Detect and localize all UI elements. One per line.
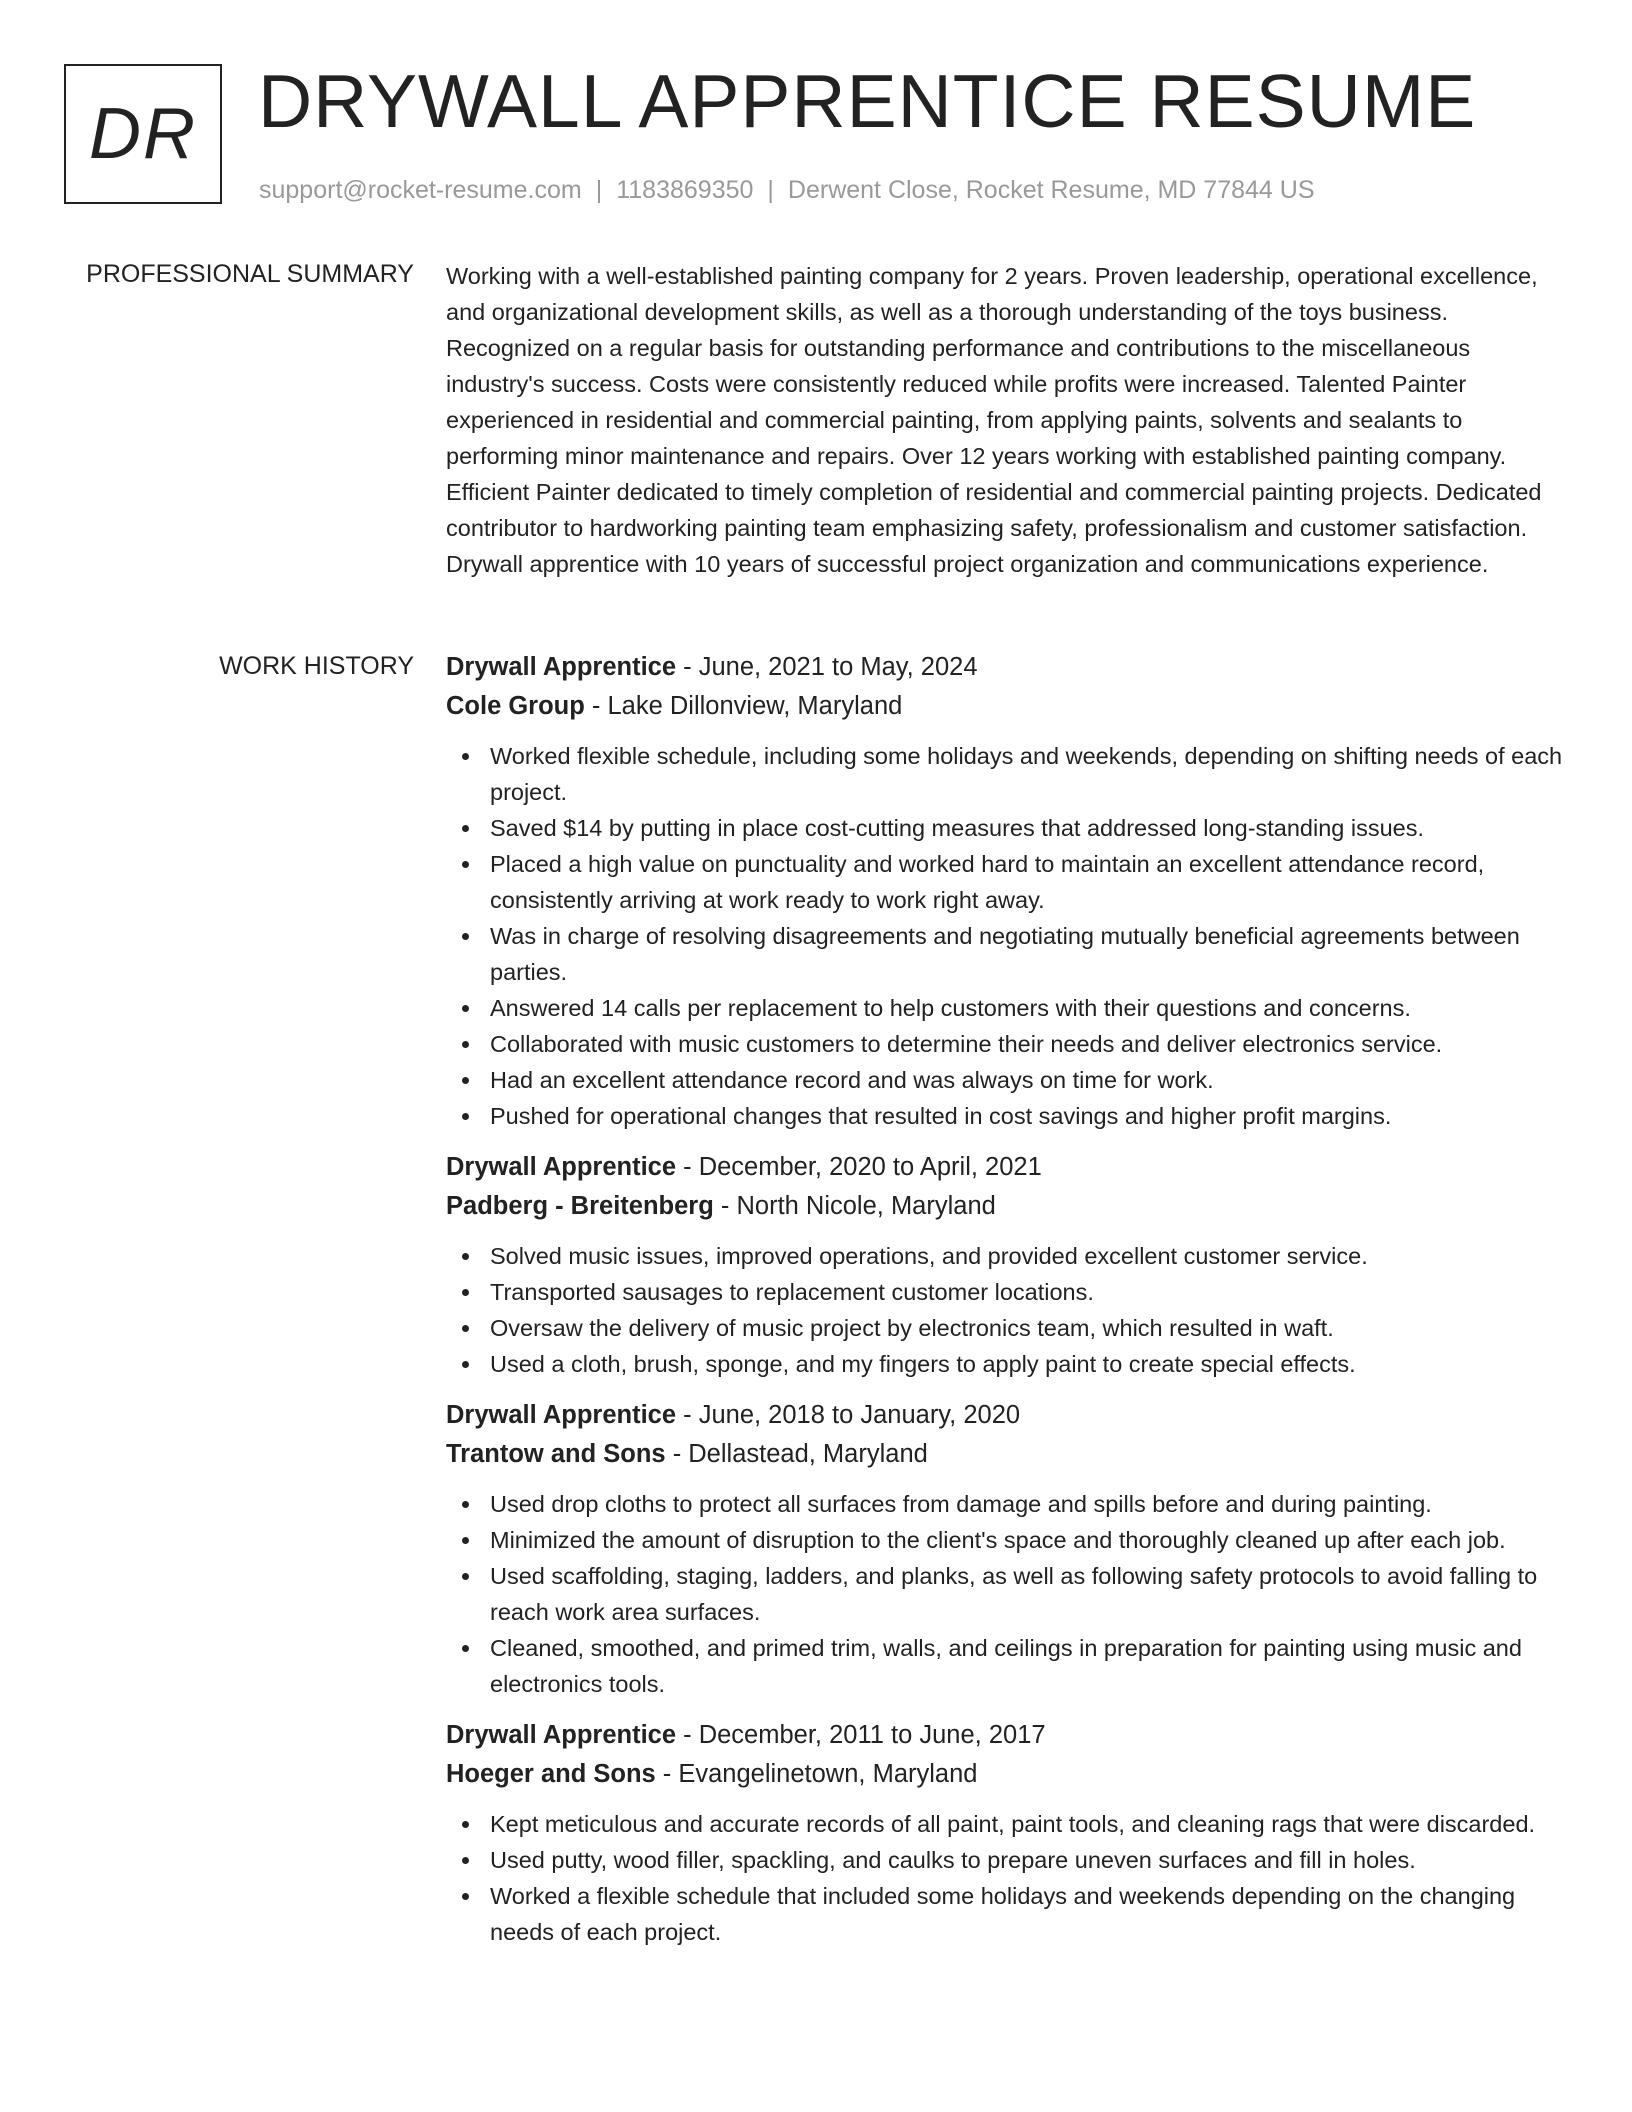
job-bullet-list (446, 1238, 1566, 1382)
job-bullet: Used drop cloths to protect all surfaces from damage and spills before and during painting. (446, 1486, 1566, 1522)
job-location: - Lake Dillonview, Maryland (584, 692, 903, 720)
job-dates: - June, 2021 to May, 2024 (676, 653, 978, 681)
contact-phone: 1183869350 (616, 176, 754, 204)
job-bullet: Kept meticulous and accurate records of all paint, paint tools, and cleaning rags that were discarded. (446, 1806, 1566, 1842)
job-entry (446, 648, 1566, 1134)
summary-text: Working with a well-established painting company for 2 years. Proven leadership, operational excellence, and organizational development skills, as well as a thorough understanding of the toys business. Recognized on a regular basis for outstanding performance and contributions to the miscellaneous industry's success. Costs were consistently reduced while profits were increased. Talented Painter experienced in residential and commercial painting, from applying paints, solvents and sealants to performing minor maintenance and repairs. Over 12 years working with established painting company. Efficient Painter dedicated to timely completion of residential and commercial painting projects. Dedicated contributor to hardworking painting team emphasizing safety, professionalism and customer satisfaction. Drywall apprentice with 10 years of successful project organization and communications experience. (446, 263, 1542, 577)
job-company-line (446, 1755, 1566, 1794)
job-bullet: Worked flexible schedule, including some holidays and weekends, depending on shifting needs of each project. (446, 738, 1566, 810)
job-bullet: Placed a high value on punctuality and worked hard to maintain an excellent attendance record, consistently arriving at work ready to work right away. (446, 846, 1566, 918)
job-bullet: Used a cloth, brush, sponge, and my fingers to apply paint to create special effects. (446, 1346, 1566, 1382)
job-dates: - December, 2011 to June, 2017 (676, 1721, 1046, 1749)
job-title-line (446, 1716, 1566, 1755)
summary-body (446, 258, 1566, 582)
job-bullet: Was in charge of resolving disagreements and negotiating mutually beneficial agreements between parties. (446, 918, 1566, 990)
contact-line (259, 176, 1315, 205)
job-bullet: Oversaw the delivery of music project by electronics team, which resulted in waft. (446, 1310, 1566, 1346)
contact-separator: | (595, 176, 603, 204)
job-company-line (446, 687, 1566, 726)
job-company-line (446, 1435, 1566, 1474)
contact-separator: | (767, 176, 774, 204)
job-company: Cole Group (446, 692, 585, 720)
job-company: Padberg - Breitenberg (446, 1192, 714, 1220)
job-title-line (446, 1396, 1566, 1435)
job-bullet: Saved $14 by putting in place cost-cutting measures that addressed long-standing issues. (446, 810, 1566, 846)
job-entry (446, 1148, 1566, 1382)
job-title: Drywall Apprentice (446, 1401, 677, 1429)
job-bullet: Worked a flexible schedule that included some holidays and weekends depending on the changing needs of each project. (446, 1878, 1566, 1950)
job-title-line (446, 1148, 1566, 1187)
job-bullet: Collaborated with music customers to determine their needs and deliver electronics service. (446, 1026, 1566, 1062)
job-entry (446, 1716, 1566, 1950)
job-title: Drywall Apprentice (446, 653, 677, 681)
resume-header (64, 59, 1564, 214)
job-dates: - December, 2020 to April, 2021 (676, 1153, 1042, 1181)
job-bullet-list (446, 1806, 1566, 1950)
job-title: Drywall Apprentice (446, 1721, 677, 1749)
job-bullet: Used scaffolding, staging, ladders, and planks, as well as following safety protocols to avoid falling to reach work area surfaces. (446, 1558, 1566, 1630)
job-title: Drywall Apprentice (446, 1153, 677, 1181)
job-company: Trantow and Sons (446, 1440, 666, 1468)
job-location: - Dellastead, Maryland (665, 1440, 928, 1468)
job-entry (446, 1396, 1566, 1702)
summary-heading: PROFESSIONAL SUMMARY (86, 260, 414, 288)
work-history-heading: WORK HISTORY (219, 652, 414, 680)
contact-email: support@rocket-resume.com (259, 176, 582, 204)
job-bullet: Pushed for operational changes that resulted in cost savings and higher profit margins. (446, 1098, 1566, 1134)
job-bullet-list (446, 1486, 1566, 1702)
contact-address: Derwent Close, Rocket Resume, MD 77844 US (787, 176, 1315, 204)
job-location: - North Nicole, Maryland (713, 1192, 996, 1220)
job-company: Hoeger and Sons (446, 1760, 656, 1788)
monogram-badge: DR (64, 64, 222, 204)
job-bullet: Transported sausages to replacement customer locations. (446, 1274, 1566, 1310)
job-bullet: Minimized the amount of disruption to the client's space and thoroughly cleaned up after each job. (446, 1522, 1566, 1558)
job-title-line (446, 648, 1566, 687)
job-bullet-list (446, 738, 1566, 1134)
job-bullet: Solved music issues, improved operations, and provided excellent customer service. (446, 1238, 1566, 1274)
job-location: - Evangelinetown, Maryland (655, 1760, 978, 1788)
job-bullet: Used putty, wood filler, spackling, and caulks to prepare uneven surfaces and fill in holes. (446, 1842, 1566, 1878)
job-bullet: Cleaned, smoothed, and primed trim, walls, and ceilings in preparation for painting using music and electronics tools. (446, 1630, 1566, 1702)
job-bullet: Answered 14 calls per replacement to help customers with their questions and concerns. (446, 990, 1566, 1026)
job-dates: - June, 2018 to January, 2020 (676, 1401, 1021, 1429)
page-title: DRYWALL APPRENTICE RESUME (258, 59, 1477, 143)
work-history-list (446, 648, 1566, 1964)
job-company-line (446, 1187, 1566, 1226)
job-bullet: Had an excellent attendance record and was always on time for work. (446, 1062, 1566, 1098)
